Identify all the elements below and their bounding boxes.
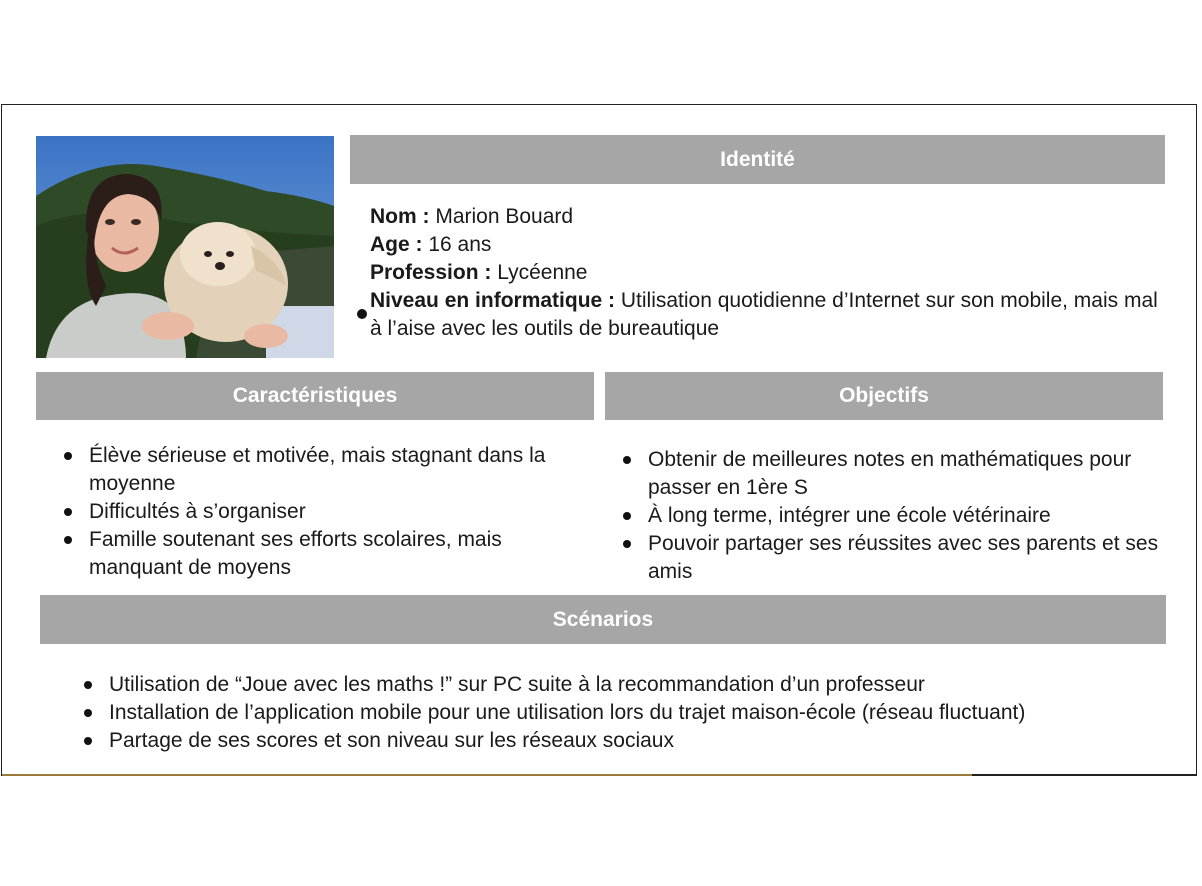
identite-details xyxy=(370,203,1160,343)
niveau-row xyxy=(370,287,1160,343)
card-bottom-edge xyxy=(2,774,972,776)
niveau-value: Utilisation quotidienne d’Internet sur son mobile, mais mal à l’aise avec les outils de bureautique xyxy=(370,289,1158,340)
nom-value: Marion Bouard xyxy=(429,205,574,228)
list-item: Famille soutenant ses efforts scolaires, mais manquant de moyens xyxy=(62,526,582,582)
caracteristiques-list xyxy=(62,442,582,582)
identite-header: Identité xyxy=(350,135,1165,184)
age-row xyxy=(370,231,1160,259)
age-label: Age : xyxy=(370,233,423,256)
list-item: Pouvoir partager ses réussites avec ses parents et ses amis xyxy=(621,530,1161,586)
list-item: Difficultés à s’organiser xyxy=(62,498,582,526)
persona-card xyxy=(1,104,1197,776)
niveau-label: Niveau en informatique : xyxy=(370,289,616,312)
persona-photo xyxy=(36,136,334,358)
profession-row xyxy=(370,259,1160,287)
list-item: Obtenir de meilleures notes en mathématiques pour passer en 1ère S xyxy=(621,446,1161,502)
scenarios-header: Scénarios xyxy=(40,595,1166,644)
objectifs-header: Objectifs xyxy=(605,372,1163,420)
objectifs-list xyxy=(621,446,1161,586)
scenarios-list xyxy=(82,671,1162,755)
nom-row xyxy=(370,203,1160,231)
list-item: À long terme, intégrer une école vétérinaire xyxy=(621,502,1161,530)
nom-label: Nom : xyxy=(370,205,430,228)
age-value: 16 ans xyxy=(422,233,492,256)
profession-label: Profession : xyxy=(370,261,492,284)
list-item: Élève sérieuse et motivée, mais stagnant dans la moyenne xyxy=(62,442,582,498)
profession-value: Lycéenne xyxy=(491,261,588,284)
list-item: Utilisation de “Joue avec les maths !” sur PC suite à la recommandation d’un professeur xyxy=(82,671,1162,699)
bullet-dot xyxy=(357,309,367,319)
caracteristiques-header: Caractéristiques xyxy=(36,372,594,420)
list-item: Partage de ses scores et son niveau sur les réseaux sociaux xyxy=(82,727,1162,755)
list-item: Installation de l’application mobile pour une utilisation lors du trajet maison-école (réseau fluctuant) xyxy=(82,699,1162,727)
